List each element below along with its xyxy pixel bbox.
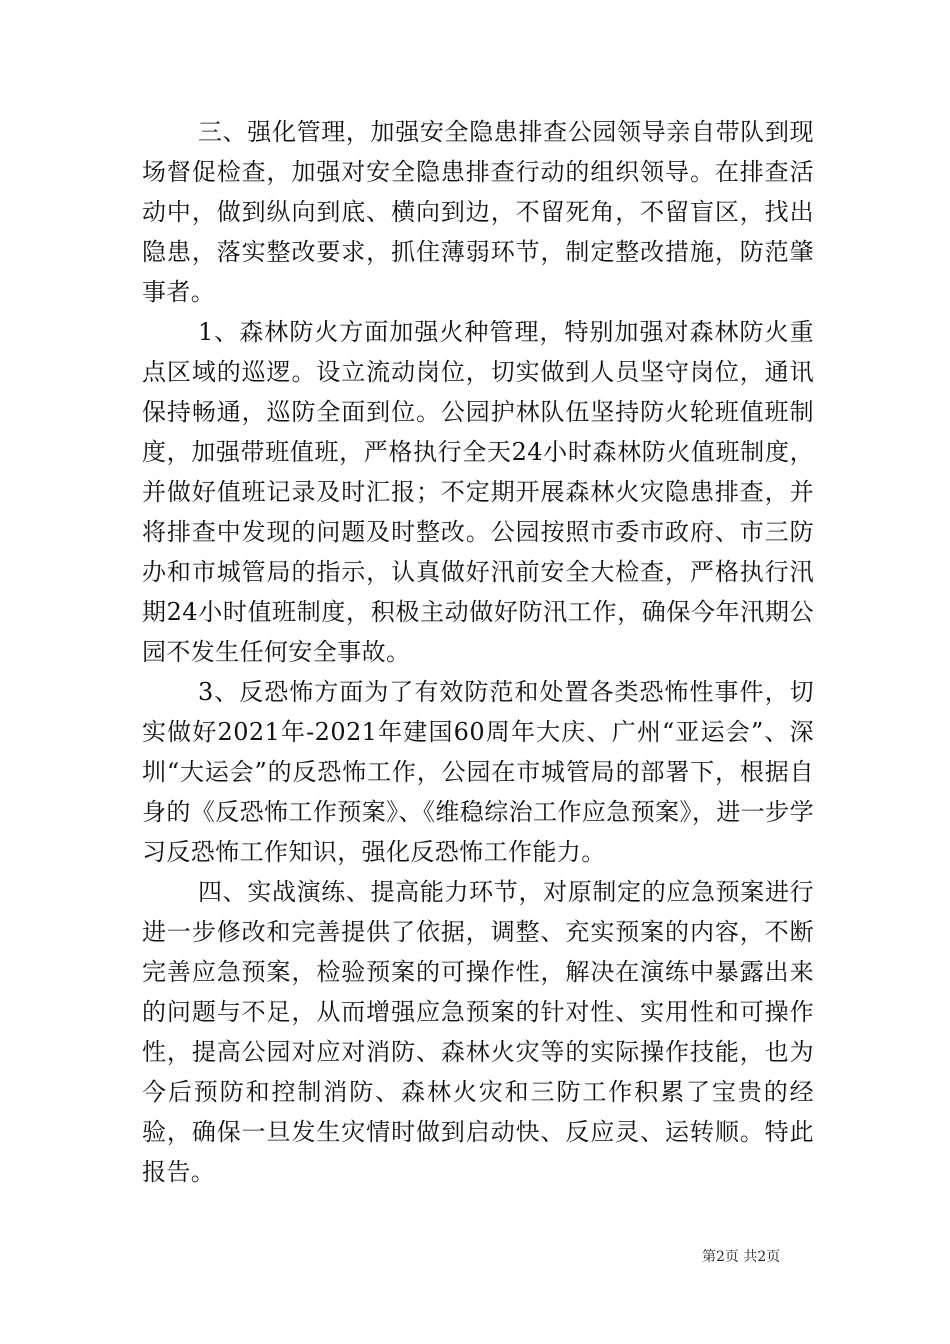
paragraph-anti-terrorism: 3、反恐怖方面为了有效防范和处置各类恐怖性事件，切实做好2021年-2021年建国60周年大庆、广州“亚运会”、深圳“大运会”的反恐怖工作，公园在市城管局的部署下，根据自身的《反恐怖工作预案》、《维稳综治工作应急预案》，进一步学习反恐怖工作知识，强化反恐怖工作能力。 bbox=[142, 678, 814, 866]
page-number: 第2页 共2页 bbox=[702, 1249, 781, 1265]
paragraph-strengthen-management: 三、强化管理，加强安全隐患排查公园领导亲自带队到现场督促检查，加强对安全隐患排查行动的组织领导。在排查活动中，做到纵向到底、横向到边，不留死角，不留盲区，找出隐患，落实整改要求，抓住薄弱环节，制定整改措施，防范肇事者。 bbox=[142, 118, 814, 306]
document-body bbox=[142, 112, 814, 1192]
paragraph-forest-fire-prevention: 1、森林防火方面加强火种管理，特别加强对森林防火重点区域的巡逻。设立流动岗位，切实做到人员坚守岗位，通讯保持畅通，巡防全面到位。公园护林队伍坚持防火轮班值班制度，加强带班值班，严格执行全天24小时森林防火值班制度，并做好值班记录及时汇报；不定期开展森林火灾隐患排查，并将排查中发现的问题及时整改。公园按照市委市政府、市三防办和市城管局的指示，认真做好汛前安全大检查，严格执行汛期24小时值班制度，积极主动做好防汛工作，确保今年汛期公园不发生任何安全事故。 bbox=[142, 318, 814, 666]
paragraph-drills-and-capability: 四、实战演练、提高能力环节，对原制定的应急预案进行进一步修改和完善提供了依据，调整、充实预案的内容，不断完善应急预案，检验预案的可操作性，解决在演练中暴露出来的问题与不足，从而增强应急预案的针对性、实用性和可操作性，提高公园对应对消防、森林火灾等的实际操作技能，也为今后预防和控制消防、森林火灾和三防工作积累了宝贵的经验，确保一旦发生灾情时做到启动快、反应灵、运转顺。特此报告。 bbox=[142, 878, 814, 1186]
